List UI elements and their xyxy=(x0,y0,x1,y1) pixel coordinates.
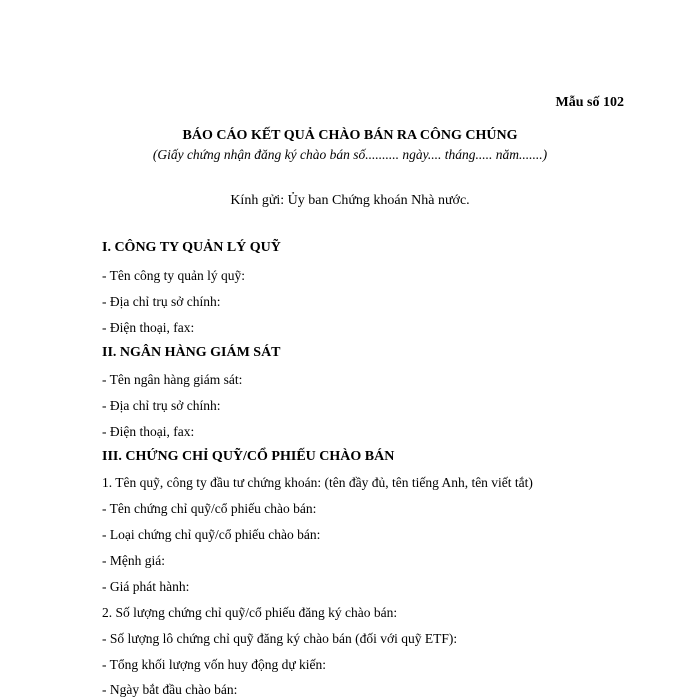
field-etf-lot-quantity: - Số lượng lô chứng chỉ quỹ đăng ký chào bán (đối với quỹ ETF): xyxy=(102,631,458,646)
field-certificate-type: - Loại chứng chỉ quỹ/cổ phiếu chào bán: xyxy=(102,527,321,542)
field-fund-company-name: - Tên công ty quản lý quỹ: xyxy=(102,268,245,283)
form-code: Mẫu số 102 xyxy=(555,95,624,110)
field-fund-name: 1. Tên quỹ, công ty đầu tư chứng khoán: (tên đầy đủ, tên tiếng Anh, tên viết tắt) xyxy=(102,475,533,490)
field-bank-name: - Tên ngân hàng giám sát: xyxy=(102,372,243,387)
section-heading-certificates-offered: III. CHỨNG CHỈ QUỸ/CỔ PHIẾU CHÀO BÁN xyxy=(102,449,395,464)
field-offering-start-date: - Ngày bắt đầu chào bán: xyxy=(102,682,238,697)
field-expected-capital: - Tổng khối lượng vốn huy động dự kiến: xyxy=(102,657,327,672)
document-subtitle: (Giấy chứng nhận đăng ký chào bán số.......... ngày.... tháng..... năm.......) xyxy=(152,147,548,162)
field-fund-company-address: - Địa chỉ trụ sở chính: xyxy=(102,294,221,309)
field-certificate-name: - Tên chứng chỉ quỹ/cổ phiếu chào bán: xyxy=(102,501,317,516)
field-bank-phone-fax: - Điện thoại, fax: xyxy=(102,424,195,439)
section-heading-fund-management-company: I. CÔNG TY QUẢN LÝ QUỸ xyxy=(102,240,281,255)
field-fund-company-phone-fax: - Điện thoại, fax: xyxy=(102,320,195,335)
recipient-line: Kính gửi: Ủy ban Chứng khoán Nhà nước. xyxy=(230,193,470,208)
field-registered-quantity: 2. Số lượng chứng chỉ quỹ/cổ phiếu đăng ký chào bán: xyxy=(102,605,398,620)
document-title: BÁO CÁO KẾT QUẢ CHÀO BÁN RA CÔNG CHÚNG xyxy=(182,128,518,143)
field-bank-address: - Địa chỉ trụ sở chính: xyxy=(102,398,221,413)
field-issue-price: - Giá phát hành: xyxy=(102,579,190,594)
field-par-value: - Mệnh giá: xyxy=(102,553,165,568)
section-heading-supervising-bank: II. NGÂN HÀNG GIÁM SÁT xyxy=(102,345,281,360)
